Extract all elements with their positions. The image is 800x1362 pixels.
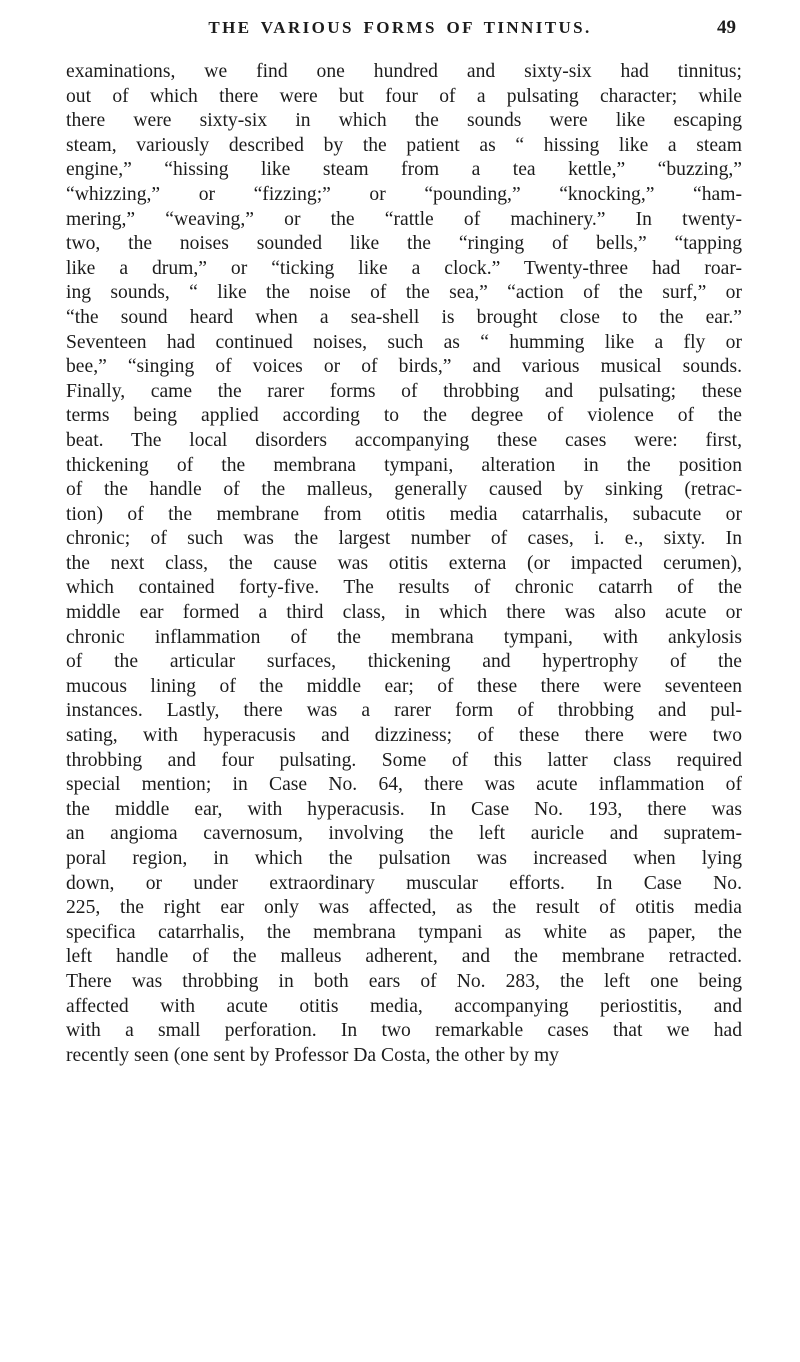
text-line: thickening of the membrana tympani, alteration in the position [66, 454, 742, 476]
text-line: mering,” “weaving,” or the “rattle of machinery.” In twenty- [66, 208, 742, 230]
text-line: down, or under extraordinary muscular efforts. In Case No. [66, 872, 742, 894]
running-head [70, 17, 736, 46]
text-line: like a drum,” or “ticking like a clock.” Twenty-three had roar- [66, 257, 742, 279]
body-text [66, 60, 742, 1068]
page-number: 49 [717, 17, 736, 38]
text-line: the next class, the cause was otitis externa (or impacted cerumen), [66, 552, 742, 574]
text-line: ing sounds, “ like the noise of the sea,” “action of the surf,” or [66, 282, 742, 304]
text-line: “the sound heard when a sea-shell is brought close to the ear.” [66, 306, 742, 328]
text-line: mucous lining of the middle ear; of these there were seventeen [66, 675, 742, 697]
text-line: terms being applied according to the degree of violence of the [66, 405, 742, 427]
text-line: recently seen (one sent by Professor Da Costa, the other by my [66, 1044, 559, 1066]
text-line: the middle ear, with hyperacusis. In Case No. 193, there was [66, 798, 742, 820]
text-line: affected with acute otitis media, accompanying periostitis, and [66, 995, 742, 1017]
text-line: with a small perforation. In two remarkable cases that we had [66, 1020, 742, 1042]
text-line: which contained forty-five. The results of chronic catarrh of the [66, 577, 742, 599]
text-line: engine,” “hissing like steam from a tea kettle,” “buzzing,” [66, 159, 742, 181]
text-line: instances. Lastly, there was a rarer form of throbbing and pul- [66, 700, 742, 722]
text-line: an angioma cavernosum, involving the left auricle and supratem- [66, 823, 742, 845]
text-line: chronic inflammation of the membrana tympani, with ankylosis [66, 626, 742, 648]
text-line: specifica catarrhalis, the membrana tympani as white as paper, the [66, 921, 742, 943]
text-line: there were sixty-six in which the sounds were like escaping [66, 110, 742, 132]
text-line: tion) of the membrane from otitis media catarrhalis, subacute or [66, 503, 742, 525]
text-line: two, the noises sounded like the “ringing of bells,” “tapping [66, 233, 742, 255]
text-line: Seventeen had continued noises, such as “ humming like a fly or [66, 331, 742, 353]
text-line: poral region, in which the pulsation was increased when lying [66, 848, 742, 869]
text-line: of the articular surfaces, thickening and hypertrophy of the [66, 651, 742, 673]
running-title: THE VARIOUS FORMS OF TINNITUS. [208, 18, 592, 37]
text-line: middle ear formed a third class, in which there was also acute or [66, 602, 742, 624]
text-line: Finally, came the rarer forms of throbbing and pulsating; these [66, 380, 742, 402]
text-line: steam, variously described by the patient as “ hissing like a steam [66, 134, 742, 156]
text-line: examinations, we find one hundred and sixty-six had tinnitus; [66, 61, 742, 82]
text-line: 225, the right ear only was affected, as the result of otitis media [66, 897, 742, 919]
text-line: “whizzing,” or “fizzing;” or “pounding,” “knocking,” “ham- [66, 183, 742, 205]
text-line: bee,” “singing of voices or of birds,” and various musical sounds. [66, 356, 742, 378]
text-line: beat. The local disorders accompanying these cases were: first, [66, 429, 742, 451]
text-line: out of which there were but four of a pulsating character; while [66, 85, 742, 107]
text-line: There was throbbing in both ears of No. 283, the left one being [66, 970, 742, 992]
text-line: special mention; in Case No. 64, there was acute inflammation of [66, 774, 742, 796]
text-line: of the handle of the malleus, generally caused by sinking (retrac- [66, 479, 742, 501]
text-line: throbbing and four pulsating. Some of this latter class required [66, 749, 742, 771]
text-line: left handle of the malleus adherent, and the membrane retracted. [66, 946, 742, 968]
text-line: sating, with hyperacusis and dizziness; of these there were two [66, 725, 742, 747]
text-line: chronic; of such was the largest number of cases, i. e., sixty. In [66, 528, 742, 550]
